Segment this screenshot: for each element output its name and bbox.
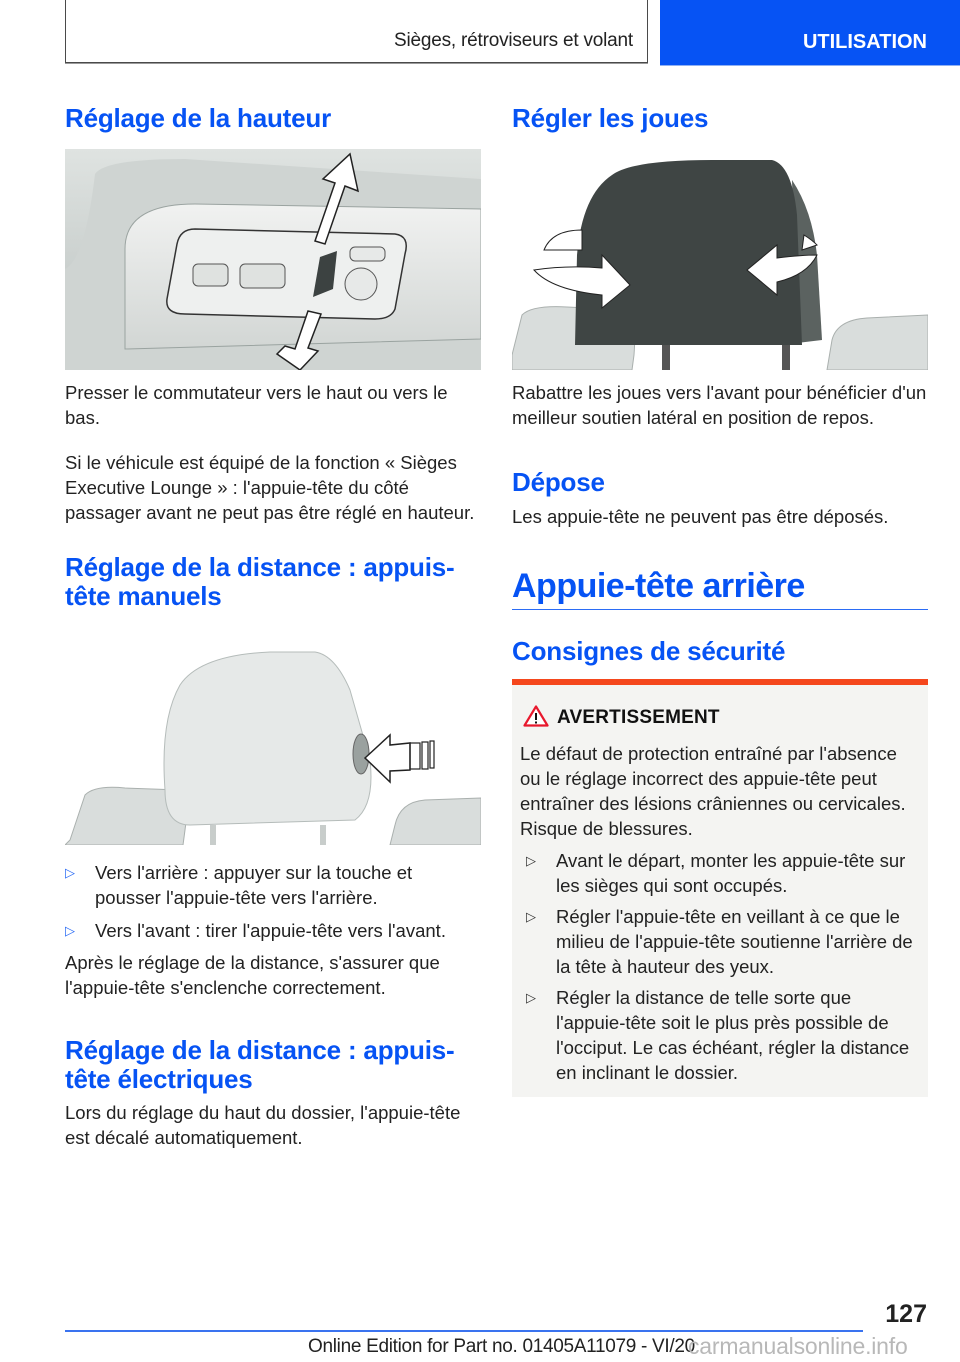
warning-box [512,679,928,1097]
figure-headrest-button [65,630,481,845]
warning-bullet: ▷ Régler la distance de telle sorte que l'appuie-tête soit le plus près possible de l'occiput. Le cas échéant, régler la distance en inclinant le dossier. [526,987,910,1083]
triangle-bullet-icon: ▷ [65,865,75,880]
triangle-bullet-icon: ▷ [526,909,536,924]
paragraph-removal: Les appuie-tête ne peuvent pas être déposés. [512,506,889,527]
footer-rule [65,1330,863,1332]
heading-safety: Consignes de sécurité [512,636,786,666]
headrest-button-illustration [65,630,481,845]
warning-bullet: ▷ Avant le départ, monter les appuie-tête sur les sièges qui sont occupés. [526,850,906,896]
seat-switch-illustration [65,149,481,370]
paragraph-electric: Lors du réglage du haut du dossier, l'appuie-tête est décalé automatiquement. [65,1102,461,1148]
paragraph-after-adjust: Après le réglage de la distance, s'assurer que l'appuie-tête s'enclenche correctement. [65,952,440,998]
triangle-bullet-icon: ▷ [526,990,536,1005]
section-tab-label: UTILISATION [802,31,927,53]
warning-triangle-icon [523,705,549,727]
left-column [65,0,481,1200]
triangle-bullet-icon: ▷ [65,923,75,938]
paragraph-executive-lounge: Si le véhicule est équipé de la fonction « Sièges Executive Lounge » : l'appuie-tête du côté passager avant ne peut pas être réglé en hauteur. [65,452,475,523]
figure-seat-switch [65,149,481,370]
watermark: carmanualsonline.info [688,1333,908,1359]
chapter-title: Sièges, rétroviseurs et volant [393,30,633,51]
heading-distance-manual: Réglage de la distance : appuis- tête manuels [65,552,455,611]
paragraph-press-switch: Presser le commutateur vers le haut ou vers le bas. [65,382,448,428]
heading-underline [512,609,928,610]
figure-headrest-wings [512,155,928,370]
warning-label: AVERTISSEMENT [557,707,720,728]
warning-text: Le défaut de protection entraîné par l'absence ou le réglage incorrect des appuie-tête peut entraîner des lésions crâniennes ou cervicales. Risque de blessures. [520,743,906,839]
heading-distance-electric: Réglage de la distance : appuis- tête électriques [65,1035,455,1094]
page-number: 127 [885,1300,927,1328]
heading-cheeks: Régler les joues [512,103,709,133]
headrest-wings-illustration [512,155,928,370]
bullet-forward: ▷ Vers l'avant : tirer l'appuie-tête vers l'avant. [65,920,446,941]
heading-rear-headrest: Appuie-tête arrière [512,567,805,605]
heading-removal: Dépose [512,467,605,497]
bullet-backward: ▷ Vers l'arrière : appuyer sur la touche et pousser l'appuie-tête vers l'arrière. [65,862,413,908]
triangle-bullet-icon: ▷ [526,853,536,868]
warning-bullet: ▷ Régler l'appuie-tête en veillant à ce que le milieu de l'appuie-tête soutienne l'arrière de la tête à hauteur des yeux. [526,906,913,977]
edition-text: Online Edition for Part no. 01405A11079 - VI/20 [308,1336,695,1357]
paragraph-fold-cheeks: Rabattre les joues vers l'avant pour bénéficier d'un meilleur soutien latéral en position de repos. [512,382,927,428]
heading-height-adjust: Réglage de la hauteur [65,103,331,133]
